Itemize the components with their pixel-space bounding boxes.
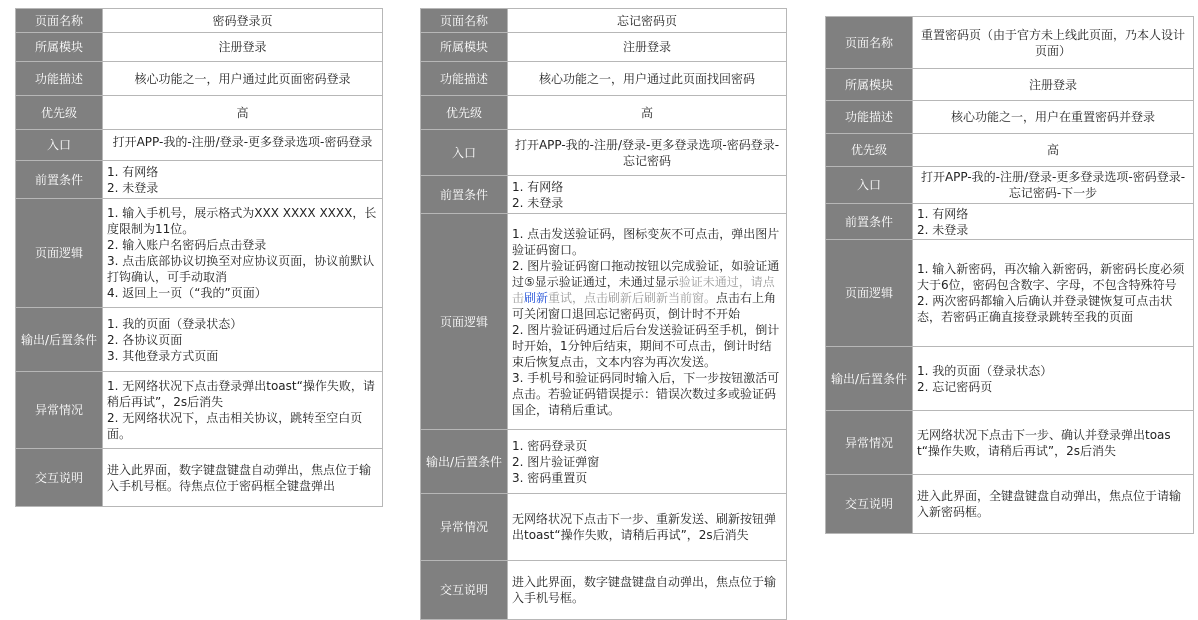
value-line: 高	[236, 105, 249, 120]
value-line: 核心功能之一，用户在重置密码并登录	[950, 110, 1155, 124]
row-value	[103, 161, 383, 199]
value-line: 重置密码页（由于官方未上线此页面，乃本人设计页面）	[920, 27, 1185, 58]
table-row	[16, 372, 383, 449]
value-line: 1. 点击发送验证码，图标变灰不可点击，弹出图片验证码窗口。	[512, 226, 780, 257]
table-row	[16, 9, 383, 33]
row-value	[103, 449, 383, 507]
value-line: 3. 点击底部协议切换至对应协议页面，协议前默认打钩确认，可手动取消	[107, 254, 375, 284]
table-row	[826, 411, 1194, 475]
table-row	[421, 561, 787, 620]
table-row	[421, 33, 787, 62]
value-line: 1. 有网络	[917, 206, 969, 221]
table-row	[421, 430, 787, 494]
value-line: 打开APP-我的-注册/登录-更多登录选项-密码登录-忘记密码	[514, 137, 780, 168]
table-row	[421, 494, 787, 561]
table-row	[826, 101, 1194, 134]
row-label: 入口	[826, 167, 913, 204]
table-row	[16, 62, 383, 96]
value-line: 2. 输入账户名密码后点击登录	[107, 238, 267, 252]
row-value	[913, 17, 1194, 69]
value-line: 忘记密码页	[616, 13, 677, 28]
row-value	[913, 475, 1194, 534]
row-label: 异常情况	[421, 494, 508, 561]
spec-table-reset-password	[825, 16, 1194, 534]
value-line: 1. 输入手机号，展示格式为XXX XXXX XXXX，长度限制为11位。	[107, 206, 377, 236]
value-line: 无网络状况下点击下一步、重新发送、刷新按钮弹出toast“操作失败，请稍后再试”，2s后消失	[512, 512, 777, 542]
table-row	[826, 69, 1194, 101]
table-row	[16, 308, 383, 372]
row-label: 输出/后置条件	[826, 347, 913, 411]
value-line: 1. 我的页面（登录状态）	[917, 363, 1053, 378]
row-label: 所属模块	[16, 33, 103, 62]
table-row	[826, 204, 1194, 240]
table-row	[826, 347, 1194, 411]
row-label: 输出/后置条件	[421, 430, 508, 494]
value-line: 打开APP-我的-注册/登录-更多登录选项-密码登录	[112, 135, 373, 149]
value-line: 2. 各协议页面	[107, 332, 183, 347]
row-value	[103, 308, 383, 372]
row-label: 页面逻辑	[16, 199, 103, 308]
value-line: 2. 未登录	[512, 195, 564, 210]
value-line: 2. 无网络状况下，点击相关协议，跳转至空白页面。	[107, 411, 363, 441]
table-row	[421, 214, 787, 430]
value-line: 核心功能之一，用户通过此页面找回密码	[538, 71, 755, 86]
row-value	[103, 199, 383, 308]
value-line: 无网络状况下点击下一步、确认并登录弹出toast“操作失败，请稍后再试”，2s后消失	[917, 427, 1171, 458]
value-line: 注册登录	[1028, 77, 1077, 92]
value-line: 2. 图片验证码通过后后台发送验证码至手机，倒计时开始，1分钟后结束，期间不可点击，倒计时结束后恢复点击，文本内容为再次发送。	[512, 322, 780, 369]
row-value	[103, 9, 383, 33]
row-label: 页面逻辑	[421, 214, 508, 430]
row-label: 优先级	[421, 96, 508, 130]
row-label: 页面名称	[826, 17, 913, 69]
value-line: 3. 其他登录方式页面	[107, 348, 219, 363]
table-row	[16, 33, 383, 62]
row-value	[913, 411, 1194, 475]
value-line: 高	[640, 105, 653, 120]
row-value	[508, 33, 787, 62]
table-row	[826, 134, 1194, 167]
row-label: 交互说明	[16, 449, 103, 507]
row-label: 入口	[16, 130, 103, 161]
row-value	[913, 204, 1194, 240]
table-row	[826, 240, 1194, 347]
value-line: 1. 我的页面（登录状态）	[107, 316, 243, 331]
refresh-link[interactable]: 刷新	[524, 290, 549, 305]
row-value	[103, 33, 383, 62]
table-row	[421, 176, 787, 214]
row-value	[913, 101, 1194, 134]
logic-text: 2. 图片验证码窗口拖动按钮以完成验证，如验证通过⑤显示验证通过，未通过显示	[512, 258, 780, 289]
row-label: 异常情况	[826, 411, 913, 475]
error-hint-text: 重试，点击刷新后刷新当前窗。	[548, 290, 717, 305]
value-line: 1. 有网络	[512, 179, 564, 194]
row-label: 所属模块	[421, 33, 508, 62]
row-label: 功能描述	[421, 62, 508, 96]
row-value	[508, 494, 787, 561]
row-value	[913, 134, 1194, 167]
row-label: 功能描述	[16, 62, 103, 96]
row-label: 异常情况	[16, 372, 103, 449]
row-label: 页面逻辑	[826, 240, 913, 347]
table-row	[421, 130, 787, 176]
table-row	[826, 475, 1194, 534]
table-row	[16, 449, 383, 507]
row-label: 交互说明	[826, 475, 913, 534]
table-row	[421, 96, 787, 130]
value-line: 2. 忘记密码页	[917, 379, 993, 394]
row-value	[103, 96, 383, 130]
value-line: 进入此界面，数字键盘键盘自动弹出，焦点位于输入手机号框。待焦点位于密码框全键盘弹出	[107, 462, 372, 493]
row-label: 所属模块	[826, 69, 913, 101]
table-row	[826, 167, 1194, 204]
row-value	[508, 62, 787, 96]
error-hint-text: 验证未通过，请点击	[512, 274, 775, 305]
row-value	[913, 240, 1194, 347]
spec-table-password-login	[15, 8, 383, 507]
logic-text: 点击右上角可关闭窗口退回忘记密码页，倒计时不开始	[512, 290, 777, 321]
value-line: 1. 无网络状况下点击登录弹出toast“操作失败，请稍后再试”，2s后消失	[107, 379, 375, 409]
row-value	[508, 9, 787, 33]
value-line: 1. 有网络	[107, 164, 159, 179]
value-line: 2. 未登录	[107, 180, 159, 195]
table-row	[16, 161, 383, 199]
row-value	[103, 62, 383, 96]
row-label: 前置条件	[826, 204, 913, 240]
value-line: 进入此界面，全键盘键盘自动弹出，焦点位于请输入新密码框。	[917, 489, 1182, 519]
row-label: 前置条件	[16, 161, 103, 199]
value-line: 密码登录页	[212, 13, 273, 28]
value-line: 注册登录	[622, 40, 671, 54]
row-value	[508, 130, 787, 176]
spec-table-forgot-password	[420, 8, 787, 620]
row-value	[508, 96, 787, 130]
row-label: 入口	[421, 130, 508, 176]
table-row	[826, 17, 1194, 69]
row-value	[913, 69, 1194, 101]
value-line: 打开APP-我的-注册/登录-更多登录选项-密码登录-忘记密码-下一步	[920, 170, 1186, 200]
row-value	[508, 430, 787, 494]
row-value	[508, 176, 787, 214]
value-line: 1. 输入新密码，再次输入新密码，新密码长度必须大于6位，密码包含数字、字母，不包含特殊符号	[917, 262, 1185, 292]
value-line: 3. 手机号和验证码同时输入后，下一步按钮激活可点击。若验证码错误提示：错误次数过多或验证码国企，请稍后重试。	[512, 370, 780, 417]
value-line: 2. 图片验证弹窗	[512, 454, 600, 469]
value-line: 高	[1046, 143, 1059, 157]
table-row	[16, 130, 383, 161]
row-value	[103, 130, 383, 161]
table-row	[421, 9, 787, 33]
value-line	[512, 258, 782, 322]
value-line: 注册登录	[218, 40, 267, 54]
row-value	[103, 372, 383, 449]
value-line: 1. 密码登录页	[512, 438, 588, 453]
row-label: 优先级	[16, 96, 103, 130]
table-row	[16, 96, 383, 130]
value-line: 2. 未登录	[917, 222, 969, 237]
row-label: 交互说明	[421, 561, 508, 620]
value-line: 4. 返回上一页（“我的”页面）	[107, 286, 267, 300]
table-row	[421, 62, 787, 96]
row-label: 输出/后置条件	[16, 308, 103, 372]
row-label: 功能描述	[826, 101, 913, 134]
row-label: 前置条件	[421, 176, 508, 214]
table-row	[16, 199, 383, 308]
row-label: 页面名称	[421, 9, 508, 33]
value-line: 2. 两次密码都输入后确认并登录键恢复可点击状态，若密码正确直接登录跳转至我的页面	[917, 294, 1173, 324]
row-value	[508, 561, 787, 620]
row-value	[508, 214, 787, 430]
row-label: 优先级	[826, 134, 913, 167]
value-line: 核心功能之一，用户通过此页面密码登录	[134, 71, 351, 86]
row-value	[913, 347, 1194, 411]
value-line: 进入此界面，数字键盘键盘自动弹出，焦点位于输入手机号框。	[512, 575, 777, 605]
row-value	[913, 167, 1194, 204]
value-line: 3. 密码重置页	[512, 470, 588, 485]
row-label: 页面名称	[16, 9, 103, 33]
